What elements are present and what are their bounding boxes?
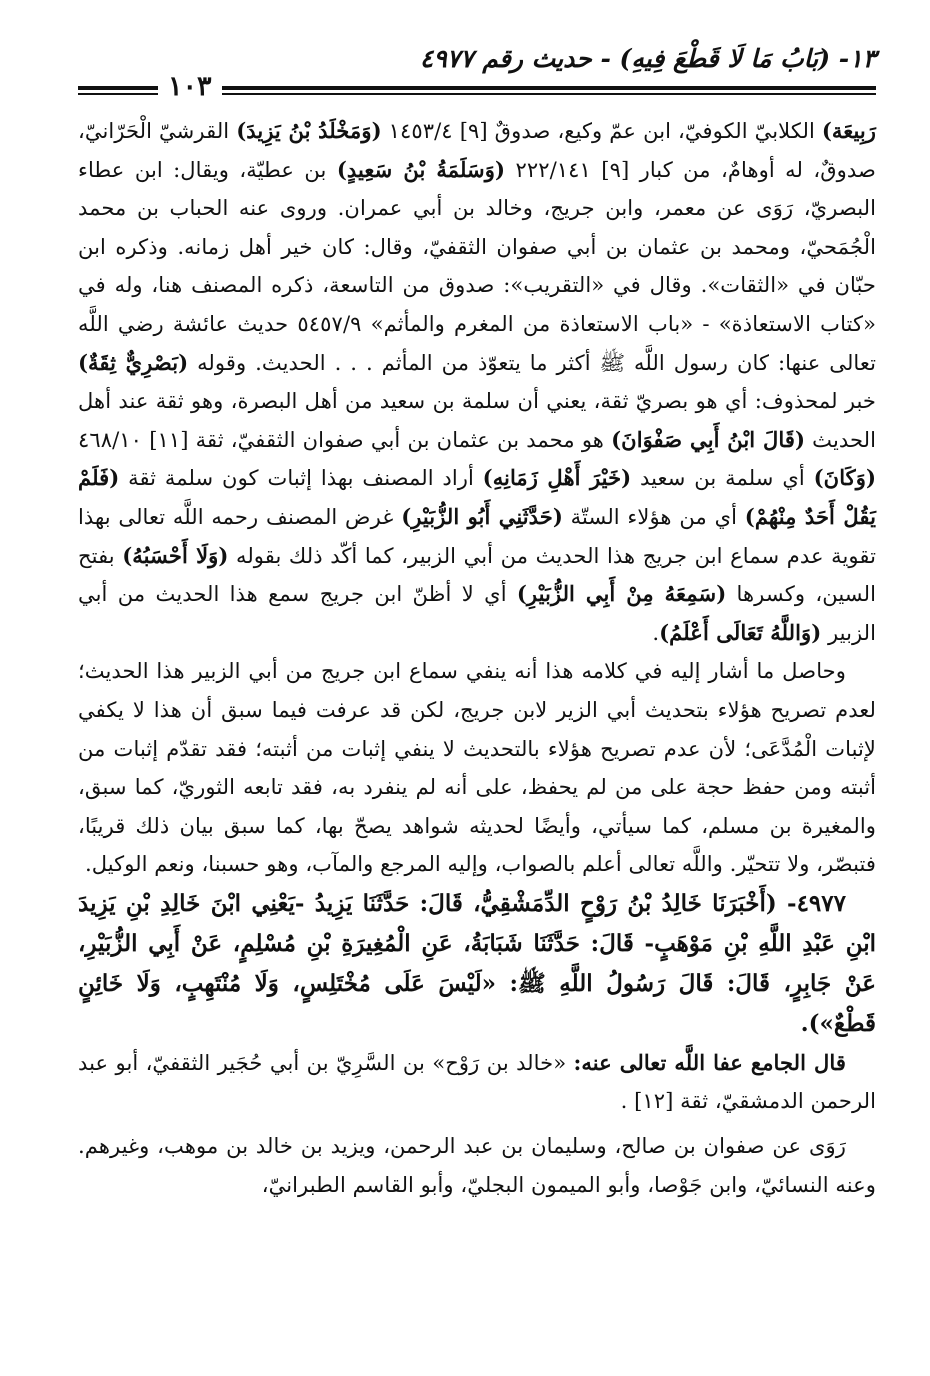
bold-quote-segment: (خَيْرَ أَهْلِ زَمَانِهِ): [482, 465, 632, 491]
text-segment: بن عطيّة، ويقال: ابن عطاء البصريّ، رَوَى عن معمر، وابن جريج، وخالد بن أبي عمران. وروى عنه الحباب بن محمد الْجُمَحيّ، ومحمد بن عثمان بن أبي صفوان الثقفيّ، وقال: كان خير أهل زمانه. وذكره ابن حبّان في «الثقات». وقال في «التقريب»: صدوق من التاسعة، ذكره المصنف هنا، وله في «كتاب الاستعاذة» - «باب الاستعاذة من المغرم والمأثم» ٥٤٥٧/٩ حديث عائشة رضي اللَّه تعالى عنها: كان رسول اللَّه ﷺ أكثر ما يتعوّذ من المأثم . . . الحديث. وقوله: [78, 156, 876, 375]
commentary-paragraph-1: [78, 112, 876, 652]
bold-quote-segment: (قَالَ ابْنُ أَبِي صَفْوَانَ): [611, 426, 805, 452]
text-segment: أي سلمة بن سعيد: [631, 465, 814, 491]
bold-quote-segment: (وَكَانَ): [813, 465, 876, 491]
text-segment: القرشيّ الْحَرّانيّ، صدوقٌ، له أوهامٌ، من كبار [٩] ٢٢٢/١٤١: [78, 118, 876, 182]
bold-quote-segment: (حَدَّثَنِي أَبُو الزُّبَيْرِ): [401, 503, 563, 529]
bold-quote-segment: (وَاللَّهُ تَعَالَى أَعْلَمُ): [659, 619, 822, 645]
bold-quote-segment: (بَصْرِيٌّ ثِقَةٌ): [78, 349, 189, 375]
hadith-text-4977: [78, 884, 876, 1044]
text-segment: «خالد بن رَوْح» بن السَّرِيّ بن أبي حُجَير الثقفيّ، أبو عبد الرحمن الدمشقيّ، ثقة [١٢] .: [78, 1049, 876, 1114]
narrator-paragraph-2: [78, 1127, 876, 1204]
page-body: [78, 112, 876, 1204]
running-title: ١٣- (بَابُ مَا لَا قَطْعَ فِيهِ) - حديث رقم ٤٩٧٧: [419, 44, 876, 73]
text-segment: أراد المصنف بهذا إثبات كون سلمة ثقة: [119, 465, 483, 491]
narrator-paragraph-1: [78, 1044, 876, 1121]
bold-quote-segment: رَبِيعَة): [821, 118, 877, 143]
text-segment: ٤٩٧٧- (أَخْبَرَنَا خَالِدُ بْنُ رَوْحٍ الدِّمَشْقِيُّ، قَالَ: حَدَّثَنَا يَزِيدُ -يَعْنِي ابْنَ خَالِدِ بْنِ يَزِيدَ ابْنِ عَبْدِ اللَّهِ بْنِ مَوْهَبٍ- قَالَ: حَدَّثَنَا شَبَابَةُ، عَنِ الْمُغِيرَةِ بْنِ مُسْلِمٍ، عَنْ أَبِي الزُّبَيْرِ، عَنْ جَابِرٍ، قَالَ: قَالَ رَسُولُ اللَّهِ ﷺ: «لَيْسَ عَلَى مُخْتَلِسٍ، وَلَا مُنْتَهِبٍ، وَلَا خَائِنٍ قَطْعٌ»).: [78, 889, 876, 1037]
text-segment: هو محمد بن عثمان بن أبي صفوان الثقفيّ، ثقة [١١] ٤٦٨/١٠: [78, 426, 612, 452]
book-page: [78, 38, 876, 1338]
text-segment: رَوَى عن صفوان بن صالح، وسليمان بن عبد الرحمن، ويزيد بن خالد بن موهب، وغيرهم. وعنه النسائيّ، وابن جَوْصا، وأبو الميمون البجليّ، وأبو القاسم الطبرانيّ،: [78, 1133, 876, 1197]
text-segment: الكلابيّ الكوفيّ، ابن عمّ وكيع، صدوقٌ [٩] ١٤٥٣/٤: [381, 118, 822, 143]
text-segment: .: [652, 619, 660, 645]
bold-quote-segment: (فَلَمْ يَقُلْ أَحَدٌ مِنْهُمْ): [78, 465, 876, 529]
page-number: ١٠٣: [158, 72, 222, 102]
text-segment: أي لا أظنّ ابن جريج سمع هذا الحديث من أبي الزبير: [78, 581, 876, 645]
text-segment: خبر لمحذوف: أي هو بصريّ ثقة، يعني أن سلمة بن سعيد من أهل البصرة، وهو ثقة عند أهل الحديث: [78, 388, 876, 452]
bold-quote-segment: (سَمِعَهُ مِنْ أَبِي الزُّبَيْرِ): [516, 581, 727, 607]
text-segment: وحاصل ما أشار إليه في كلامه هذا أنه ينفي سماع ابن جريج من أبي الزبير هذا الحديث؛ لعدم تصريح هؤلاء بتحديث أبي الزير لابن جريج، لكن قد عرفت فيما سبق أن هذا لا يكفي لإثبات الْمُدَّعَى؛ لأن عدم تصريح هؤلاء بالتحديث لا ينفي إثبات من أثبته؛ فقد تقدّم إثبات من أثبته ومن حفظ حجة على من لم يحفظ، على أنه لم ينفرد به، فقد تابعه الثوريّ، كما سبق، والمغيرة بن مسلم، كما سيأتي، وأيضًا لحديثه شواهد يصحّ بها، كما سبق بيان ذلك قريبًا، فتبصّر، ولا تتحيّر. واللَّه تعالى أعلم بالصواب، وإليه المرجع والمآب، وهو حسبنا، ونعم الوكيل.: [78, 658, 876, 877]
commentary-paragraph-2: [78, 652, 876, 884]
page-header: [78, 38, 876, 100]
text-segment: أي من هؤلاء الستّة: [562, 503, 745, 529]
bold-quote-segment: (وَلَا أَحْسَبُهُ): [122, 542, 229, 568]
bold-quote-segment: قال الجامع عفا اللَّه تعالى عنه:: [573, 1049, 846, 1075]
bold-quote-segment: (وَسَلَمَةُ بْنُ سَعِيدٍ): [336, 156, 506, 182]
bold-quote-segment: (وَمَخْلَدُ بْنُ يَزِيدَ): [236, 118, 382, 143]
text-segment: بفتح السين، وكسرها: [78, 542, 876, 607]
text-segment: غرض المصنف رحمه اللَّه تعالى بهذا تقوية عدم سماع ابن جريج هذا الحديث من أبي الزبير، كما أكّد ذلك بقوله: [78, 503, 876, 568]
